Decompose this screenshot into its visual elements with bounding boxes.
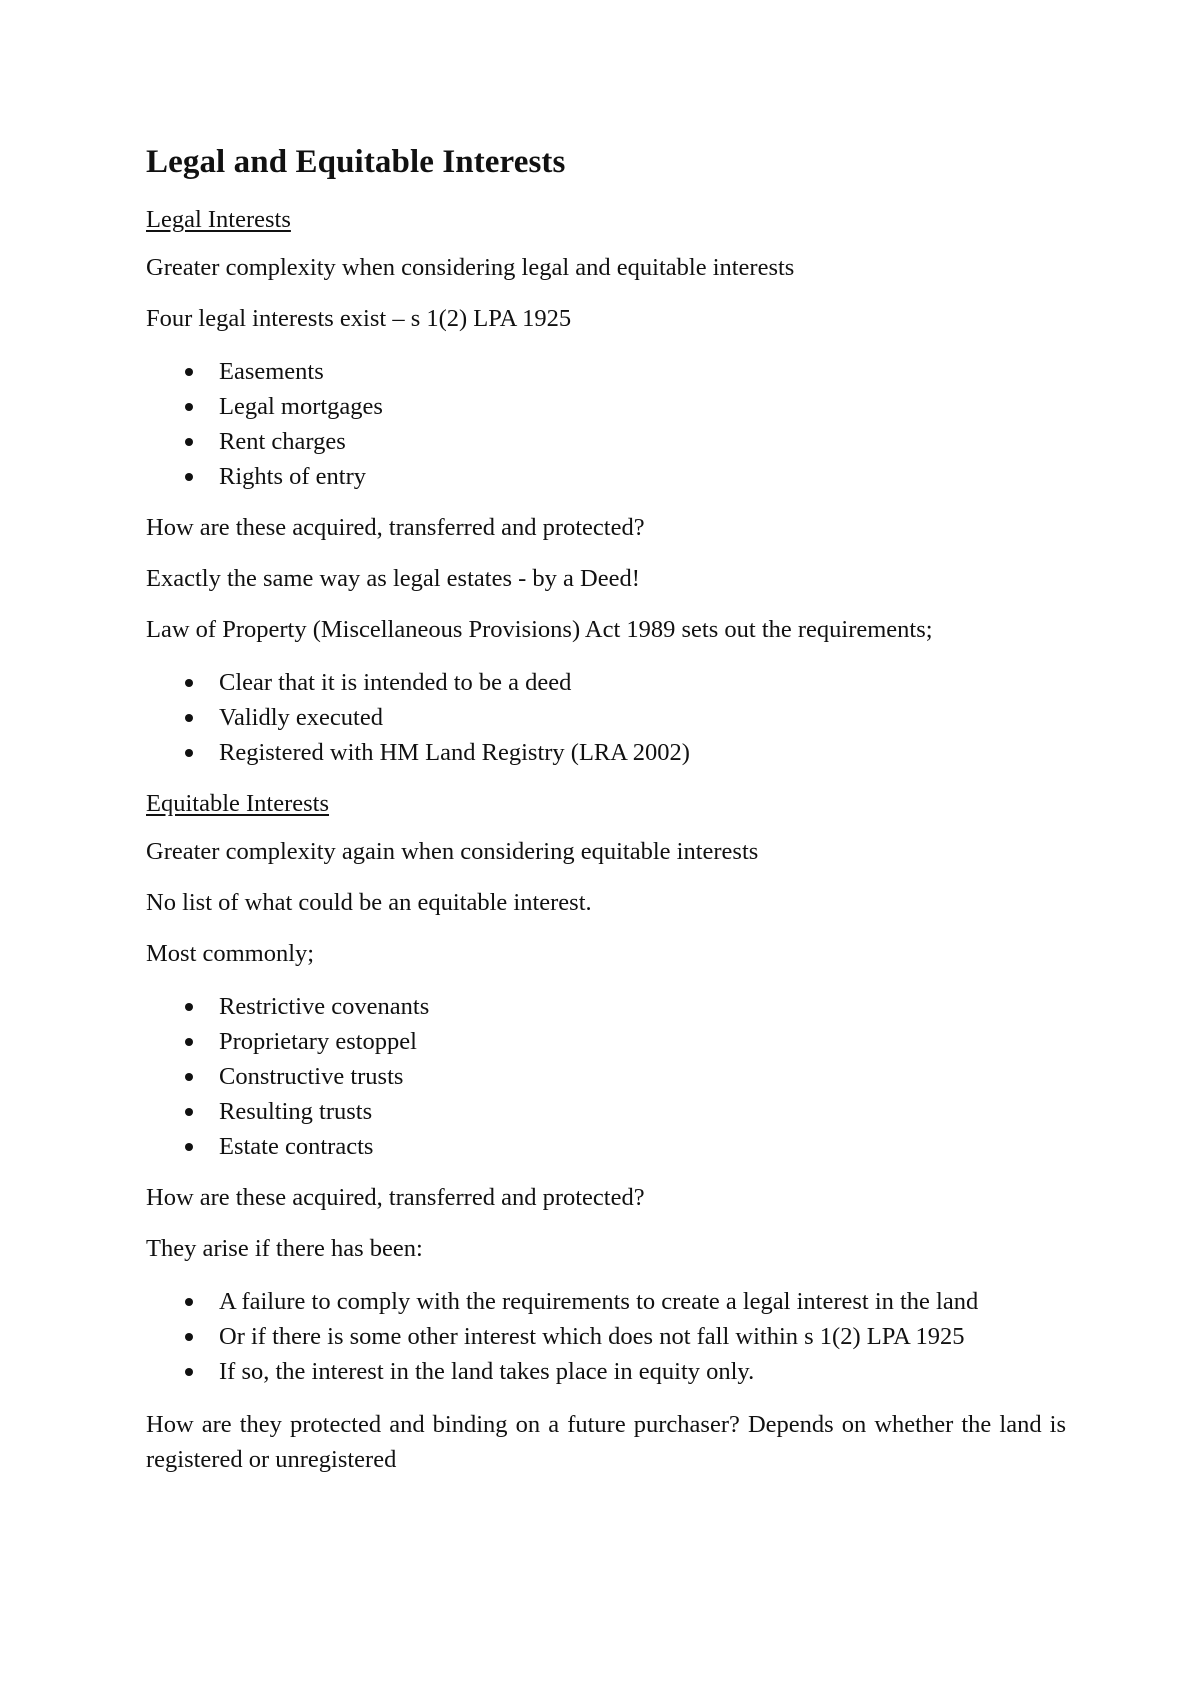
bullet-icon: [185, 749, 193, 757]
equitable-closing: How are they protected and binding on a future purchaser? Depends on whether the land is registered or unregistered: [146, 1411, 1066, 1473]
equitable-intro: Greater complexity again when considering equitable interests: [146, 838, 759, 865]
list-item: [146, 459, 1066, 494]
bullet-icon: [185, 368, 193, 376]
list-item-text: Clear that it is intended to be a deed: [219, 669, 572, 696]
list-item-text: A failure to comply with the requirements to create a legal interest in the land: [219, 1288, 979, 1315]
list-item-text: Resulting trusts: [219, 1098, 373, 1125]
list-item: [146, 424, 1066, 459]
bullet-icon: [185, 1298, 193, 1306]
list-item-text: Or if there is some other interest which does not fall within s 1(2) LPA 1925: [219, 1323, 965, 1350]
list-item: [146, 1024, 1066, 1059]
list-item: [146, 354, 1066, 389]
bullet-icon: [185, 403, 193, 411]
list-item: [146, 1354, 1066, 1389]
legal-act: Law of Property (Miscellaneous Provisions) Act 1989 sets out the requirements;: [146, 616, 933, 643]
list-item-text: Proprietary estoppel: [219, 1028, 417, 1055]
bullet-icon: [185, 1073, 193, 1081]
list-item-text: Estate contracts: [219, 1133, 374, 1160]
list-item: [146, 665, 1066, 700]
legal-intro: Greater complexity when considering legal and equitable interests: [146, 254, 795, 281]
list-item-text: Registered with HM Land Registry (LRA 2002): [219, 739, 690, 766]
equitable-interests-heading: Equitable Interests: [146, 790, 330, 817]
document-page: [146, 140, 1066, 1496]
legal-answer: Exactly the same way as legal estates - by a Deed!: [146, 565, 640, 592]
equitable-no-list: No list of what could be an equitable interest.: [146, 889, 592, 916]
four-legal-interests: Four legal interests exist – s 1(2) LPA 1925: [146, 305, 572, 332]
bullet-icon: [185, 1108, 193, 1116]
list-item-text: Easements: [219, 358, 324, 385]
list-item-text: Rights of entry: [219, 463, 366, 490]
list-item-text: Legal mortgages: [219, 393, 383, 420]
bullet-icon: [185, 679, 193, 687]
document-title: Legal and Equitable Interests: [146, 144, 566, 180]
bullet-icon: [185, 1368, 193, 1376]
legal-interests-list: [146, 354, 1066, 494]
bullet-icon: [185, 714, 193, 722]
legal-question: How are these acquired, transferred and protected?: [146, 514, 645, 541]
list-item-text: Validly executed: [219, 704, 383, 731]
equitable-most-commonly: Most commonly;: [146, 940, 315, 967]
list-item-text: If so, the interest in the land takes place in equity only.: [219, 1358, 755, 1385]
list-item: [146, 1129, 1066, 1164]
list-item: [146, 1284, 1066, 1319]
bullet-icon: [185, 1003, 193, 1011]
requirements-list: [146, 665, 1066, 770]
legal-interests-heading: Legal Interests: [146, 206, 291, 233]
bullet-icon: [185, 473, 193, 481]
bullet-icon: [185, 1333, 193, 1341]
bullet-icon: [185, 1143, 193, 1151]
list-item-text: Constructive trusts: [219, 1063, 404, 1090]
equitable-interests-list: [146, 989, 1066, 1164]
conditions-list: [146, 1284, 1066, 1389]
list-item: [146, 1094, 1066, 1129]
bullet-icon: [185, 1038, 193, 1046]
list-item: [146, 700, 1066, 735]
equitable-arise: They arise if there has been:: [146, 1235, 423, 1262]
list-item: [146, 735, 1066, 770]
list-item: [146, 1319, 1066, 1354]
list-item: [146, 389, 1066, 424]
list-item-text: Rent charges: [219, 428, 346, 455]
equitable-question: How are these acquired, transferred and protected?: [146, 1184, 645, 1211]
list-item-text: Restrictive covenants: [219, 993, 430, 1020]
list-item: [146, 989, 1066, 1024]
list-item: [146, 1059, 1066, 1094]
bullet-icon: [185, 438, 193, 446]
